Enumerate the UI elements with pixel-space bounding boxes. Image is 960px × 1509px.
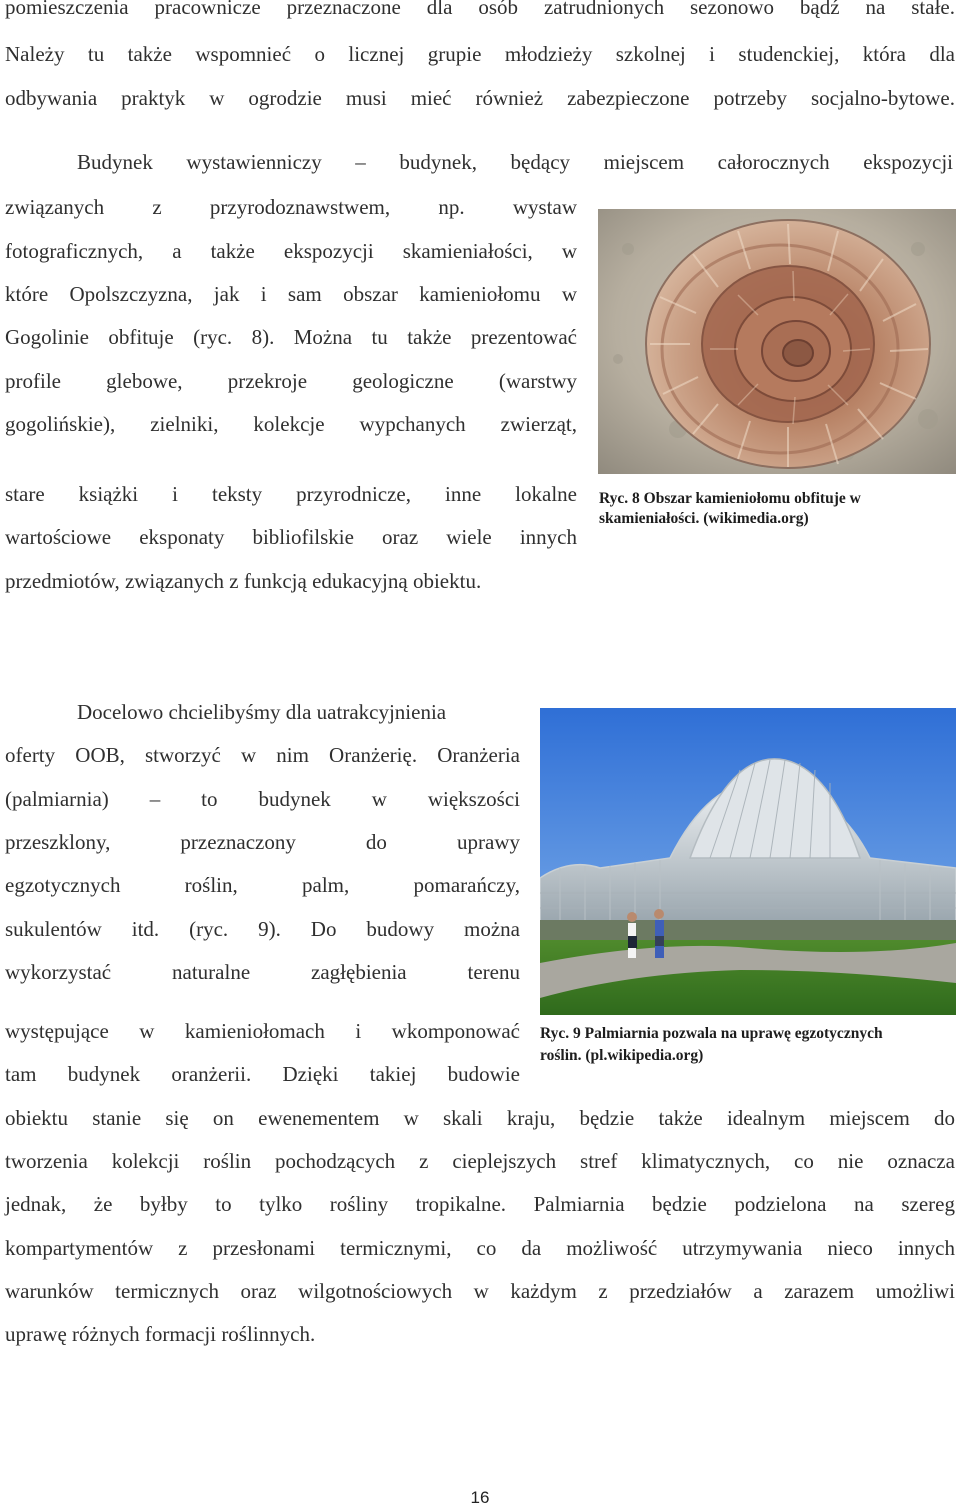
paragraph-line: przeszklony, przeznaczony do uprawy bbox=[5, 830, 520, 854]
paragraph-line: (palmiarnia) – to budynek w większości bbox=[5, 787, 520, 811]
paragraph-line: profile glebowe, przekroje geologiczne (warstwy bbox=[5, 369, 577, 393]
paragraph-line: wykorzystać naturalne zagłębienia terenu bbox=[5, 960, 520, 984]
paragraph-line: sukulentów itd. (ryc. 9). Do budowy można bbox=[5, 917, 520, 941]
figure-caption: roślin. (pl.wikipedia.org) bbox=[540, 1047, 704, 1064]
paragraph-line: tam budynek oranżerii. Dzięki takiej budowie bbox=[5, 1062, 520, 1086]
paragraph-line: warunków termicznych oraz wilgotnościowych w każdym z przedziałów a zarazem umożliwi bbox=[5, 1279, 955, 1303]
paragraph-line: występujące w kamieniołomach i wkomponować bbox=[5, 1019, 520, 1043]
paragraph-line: które Opolszczyzna, jak i sam obszar kamieniołomu w bbox=[5, 282, 577, 306]
figure-caption: Ryc. 8 Obszar kamieniołomu obfituje w bbox=[599, 490, 861, 507]
paragraph-line: obiektu stanie się on ewenementem w skali kraju, będzie także idealnym miejscem do bbox=[5, 1106, 955, 1130]
paragraph-line: egzotycznych roślin, palm, pomarańczy, bbox=[5, 873, 520, 897]
figure-caption: skamieniałości. (wikimedia.org) bbox=[599, 510, 809, 527]
paragraph-line: Należy tu także wspomnieć o licznej grupie młodzieży szkolnej i studenckiej, która dla bbox=[5, 42, 955, 66]
paragraph-line: wartościowe eksponaty bibliofilskie oraz wiele innych bbox=[5, 525, 577, 549]
paragraph-line: uprawę różnych formacji roślinnych. bbox=[5, 1322, 316, 1346]
paragraph-line: gogolińskie), zielniki, kolekcje wypchanych zwierząt, bbox=[5, 412, 577, 436]
paragraph-line: związanych z przyrodoznawstwem, np. wystaw bbox=[5, 195, 577, 219]
ammonite-fossil-image bbox=[598, 209, 956, 474]
page-number: 16 bbox=[470, 1488, 490, 1507]
paragraph-line: Budynek wystawienniczy – budynek, będący miejscem całorocznych ekspozycji bbox=[77, 150, 953, 174]
figure-caption: Ryc. 9 Palmiarnia pozwala na uprawę egzotycznych bbox=[540, 1025, 883, 1042]
paragraph-line: kompartymentów z przesłonami termicznymi, co da możliwość utrzymywania nieco innych bbox=[5, 1236, 955, 1260]
paragraph-line: stare książki i teksty przyrodnicze, inne lokalne bbox=[5, 482, 577, 506]
paragraph-line: Docelowo chcielibyśmy dla uatrakcyjnienia bbox=[77, 700, 447, 724]
paragraph-line: tworzenia kolekcji roślin pochodzących z cieplejszych stref klimatycznych, co nie oznacza bbox=[5, 1149, 955, 1173]
paragraph-line: pomieszczenia pracownicze przeznaczone dla osób zatrudnionych sezonowo bądź na stałe. bbox=[5, 0, 955, 19]
paragraph-line: jednak, że byłby to tylko rośliny tropikalne. Palmiarnia będzie podzielona na szereg bbox=[5, 1192, 955, 1216]
paragraph-line: przedmiotów, związanych z funkcją edukacyjną obiektu. bbox=[5, 569, 482, 593]
palm-house-image bbox=[540, 708, 956, 1015]
paragraph-line: odbywania praktyk w ogrodzie musi mieć również zabezpieczone potrzeby socjalno-bytowe. bbox=[5, 86, 955, 110]
paragraph-line: fotograficznych, a także ekspozycji skamieniałości, w bbox=[5, 239, 577, 263]
paragraph-line: oferty OOB, stworzyć w nim Oranżerię. Oranżeria bbox=[5, 743, 520, 767]
paragraph-line: Gogolinie obfituje (ryc. 8). Można tu także prezentować bbox=[5, 325, 577, 349]
